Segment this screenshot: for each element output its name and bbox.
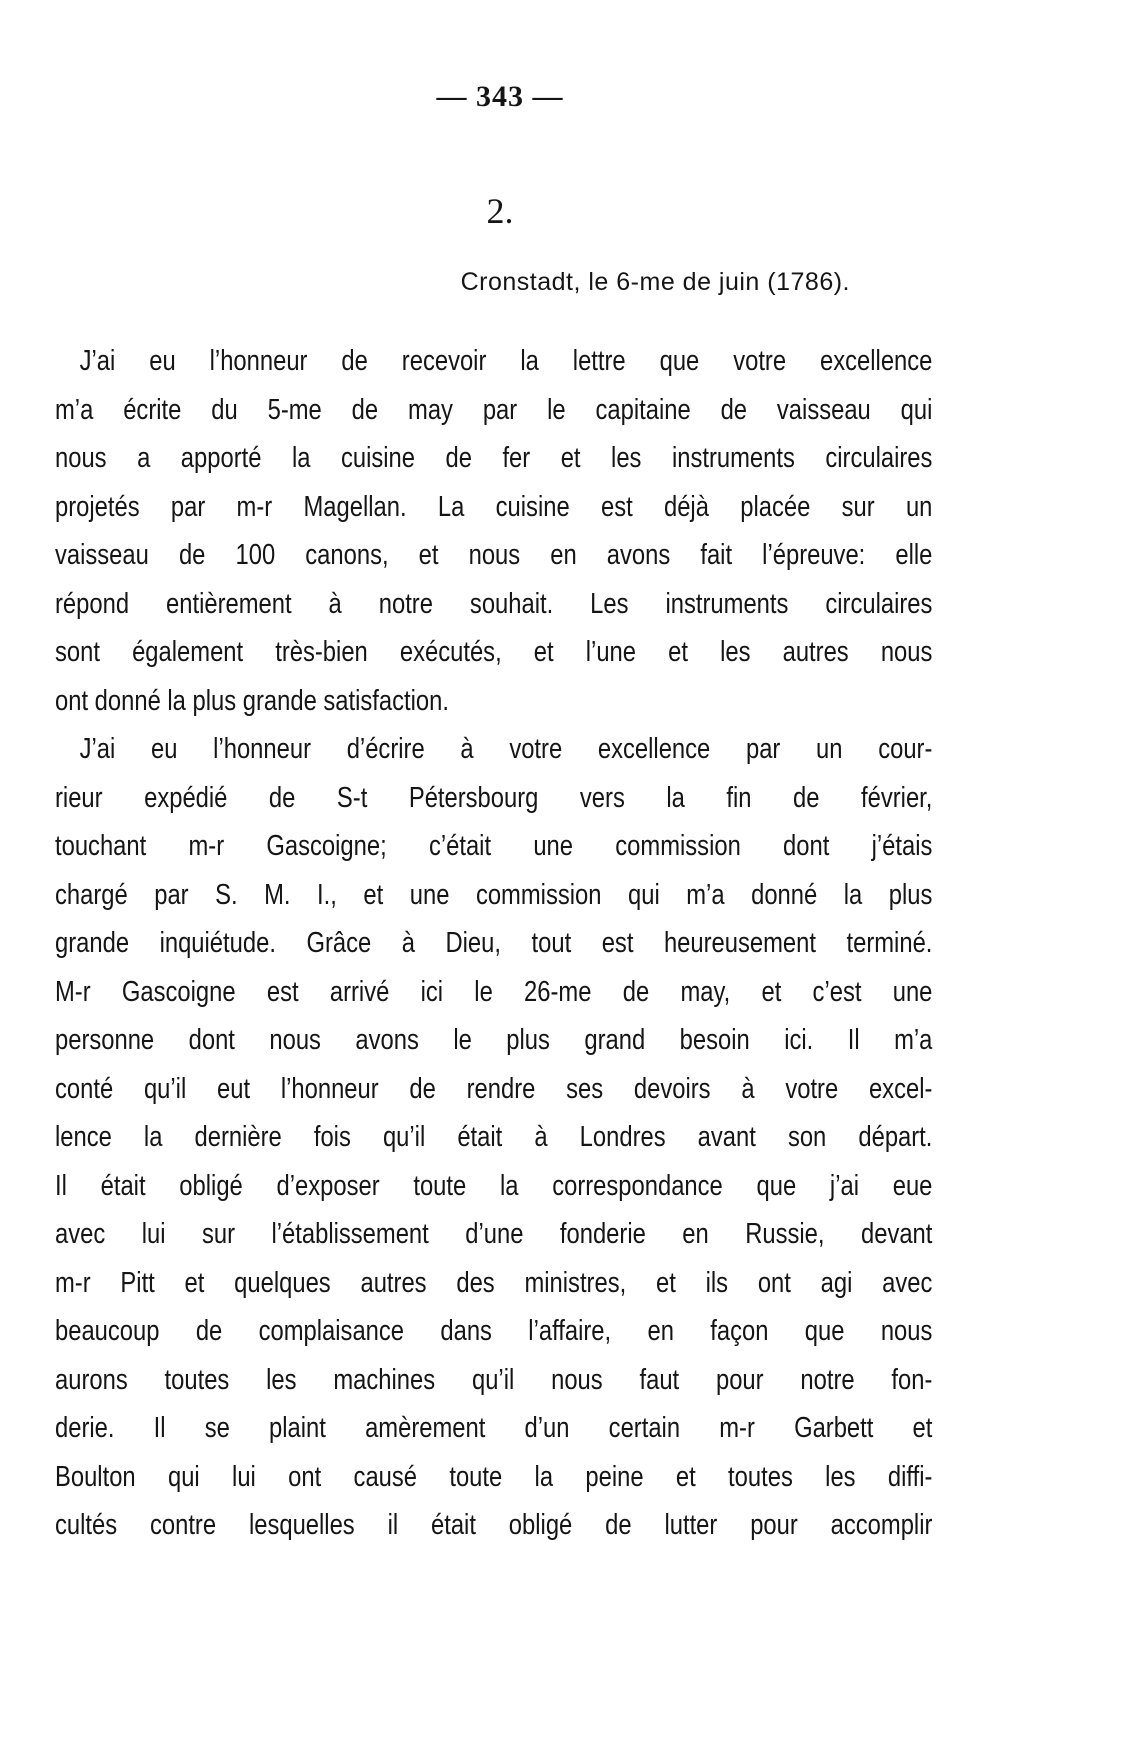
text-line: rieur expédié de S-t Pétersbourg vers la fin de février, xyxy=(55,781,933,814)
text-line: aurons toutes les machines qu’il nous faut pour notre fon- xyxy=(55,1363,933,1396)
text-line: m’a écrite du 5-me de may par le capitaine de vaisseau qui xyxy=(55,393,933,426)
page-number: — 343 — xyxy=(436,80,564,113)
text-line: M-r Gascoigne est arrivé ici le 26-me de may, et c’est une xyxy=(55,975,933,1008)
text-line: cultés contre lesquelles il était obligé de lutter pour accomplir xyxy=(55,1509,933,1541)
text-line: vaisseau de 100 canons, et nous en avons fait l’épreuve: elle xyxy=(55,539,933,571)
text-line: beaucoup de complaisance dans l’affaire, en façon que nous xyxy=(55,1315,933,1347)
text-line: projetés par m-r Magellan. La cuisine est déjà placée sur un xyxy=(55,490,933,523)
text-line: sont également très-bien exécutés, et l’une et les autres nous xyxy=(55,636,933,668)
text-line: avec lui sur l’établissement d’une fonderie en Russie, devant xyxy=(55,1218,933,1250)
text-line: lence la dernière fois qu’il était à Londres avant son départ. xyxy=(55,1121,933,1153)
text-line: ont donné la plus grande satisfaction. xyxy=(55,684,449,717)
text-line: Boulton qui lui ont causé toute la peine et toutes les diffi- xyxy=(55,1460,933,1493)
paragraph-1 xyxy=(55,337,933,725)
letter-dateline: Cronstadt, le 6-me de juin (1786). xyxy=(460,268,850,296)
text-line: conté qu’il eut l’honneur de rendre ses devoirs à votre excel- xyxy=(55,1072,933,1105)
text-line: Il était obligé d’exposer toute la correspondance que j’ai eue xyxy=(55,1169,933,1202)
paragraph-2 xyxy=(55,725,933,1550)
section-number: 2. xyxy=(486,191,514,231)
text-line: J’ai eu l’honneur de recevoir la lettre que votre excellence xyxy=(79,345,933,377)
text-line: m-r Pitt et quelques autres des ministres, et ils ont agi avec xyxy=(55,1266,933,1299)
text-line: J’ai eu l’honneur d’écrire à votre excellence par un cour- xyxy=(79,733,933,765)
letter-body xyxy=(55,337,933,1550)
text-line: répond entièrement à notre souhait. Les instruments circulaires xyxy=(55,587,933,620)
text-line: derie. Il se plaint amèrement d’un certain m-r Garbett et xyxy=(55,1412,933,1444)
text-line: chargé par S. M. I., et une commission qui m’a donné la plus xyxy=(55,878,933,911)
text-line: personne dont nous avons le plus grand besoin ici. Il m’a xyxy=(55,1024,933,1056)
text-line: touchant m-r Gascoigne; c’était une commission dont j’étais xyxy=(55,830,933,862)
text-line: grande inquiétude. Grâce à Dieu, tout est heureusement terminé. xyxy=(55,927,933,959)
text-line: nous a apporté la cuisine de fer et les instruments circulaires xyxy=(55,442,933,474)
